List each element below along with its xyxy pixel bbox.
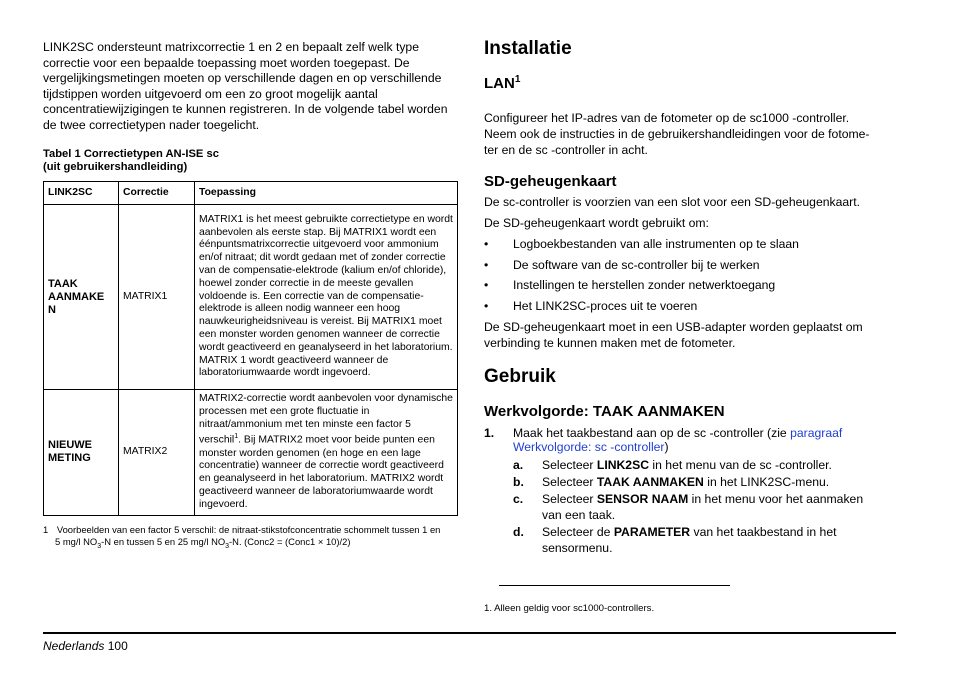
footnote-line2-b: -N en tussen 5 en 25 mg/l NO: [101, 536, 226, 547]
footer-rule: [43, 632, 896, 634]
cell-correctie: MATRIX2: [119, 390, 195, 516]
step-1-text: [513, 426, 893, 454]
right-footnote: 1. Alleen geldig voor sc1000-controllers.: [484, 603, 655, 614]
bullet-text: Het LINK2SC-proces uit te voeren: [513, 299, 698, 313]
substep-text: [542, 525, 836, 556]
sd-text-1: De sc-controller is voorzien van een slot voor een SD-geheugenkaart.: [484, 195, 860, 209]
header-toepassing: Toepassing: [195, 182, 458, 205]
step-1-body: Maak het taakbestand aan op de sc -controller (zie: [513, 426, 791, 440]
footer-language: Nederlands: [43, 639, 105, 653]
sd-text-2: De SD-geheugenkaart wordt gebruikt om:: [484, 216, 709, 230]
heading-installatie: Installatie: [484, 38, 572, 59]
heading-lan: [484, 74, 520, 92]
bullet-icon: •: [484, 237, 489, 251]
table-footnote: [43, 524, 440, 537]
substep-pre: Selecteer: [542, 458, 597, 472]
step-1-link-werkvolgorde[interactable]: Werkvolgorde: sc -controller: [513, 440, 665, 454]
substep-letter: d.: [513, 525, 524, 539]
substep-letter: c.: [513, 492, 524, 506]
toepassing-text-b: . Bij MATRIX2 moet voor beide punten een monster worden genomen (en hoge en een lage concentratie) wanneer de correctie wordt geactiveerd en geanalyseerd in het laboratorium. MATRIX2 wordt geactiveerd wanneer de laboratoriumwaarde wordt ingevoerd.: [199, 434, 444, 510]
substep-text: [542, 475, 829, 491]
heading-gebruik: Gebruik: [484, 366, 556, 387]
substep-pre: Selecteer: [542, 475, 597, 489]
heading-sd-geheugenkaart: SD-geheugenkaart: [484, 173, 617, 190]
step-number: 1.: [484, 426, 495, 440]
cell-correctie: MATRIX1: [119, 205, 195, 390]
substep-letter: b.: [513, 475, 524, 489]
table-caption: [43, 148, 219, 174]
footnote-ref: 1: [234, 433, 239, 441]
list-item: [484, 237, 844, 253]
footnote-sub2: 3: [225, 542, 230, 550]
list-item: [484, 299, 844, 315]
list-item: [484, 278, 844, 294]
substep-post: in het menu voor het aanmaken: [688, 492, 864, 506]
heading-werkvolgorde: Werkvolgorde: TAAK AANMAKEN: [484, 403, 725, 420]
substep-pre: Selecteer de: [542, 525, 614, 539]
lan-line2: Neem ook de instructies in de gebruikershandleidingen voor de fotome-: [484, 126, 870, 141]
footnote-number: 1: [43, 524, 49, 535]
substep-post: in het menu van de sc -controller.: [649, 458, 832, 472]
table-caption-line1: Tabel 1 Correctietypen AN-ISE sc: [43, 148, 219, 160]
footnote-sub1: 3: [97, 542, 102, 550]
cell-toepassing: MATRIX1 is het meest gebruikte correctietype en wordt aanbevolen als eerste stap. Bij MATRIX1 wordt een éénpuntsmatrixcorrectie uitgevoerd voor ammonium en/of nitraat; dit wordt gedaan met of zonder correctie van de compensatie-elektrode (kalium en/of chloride), hoewel zonder correctie in de meeste gevallen voldoende is. Een correctie van de compensatie-elektrode is alleen nodig wanneer een hoog nauwkeurigheidsniveau is vereist. Bij MATRIX1 moet een monster worden genomen wanneer de correctie wordt geactiveerd en geanalyseerd in het laboratorium. MATRIX 1 wordt geactiveerd wanneer de laboratoriumwaarde wordt ingevoerd.: [195, 205, 458, 390]
list-item: [484, 258, 844, 274]
substep-text: [542, 458, 832, 474]
table-row: [44, 390, 458, 516]
table-header-row: [44, 182, 458, 205]
substep-text: [542, 492, 863, 523]
footnote-line2-c: -N. (Conc2 = (Conc1 × 10)/2): [229, 536, 351, 547]
bullet-text: Instellingen te herstellen zonder netwerktoegang: [513, 278, 776, 292]
footnote-line2-a: 5 mg/l NO: [55, 536, 98, 547]
cell-link2sc: NIEUWE METING: [44, 390, 119, 516]
cell-toepassing: [195, 390, 458, 516]
bullet-text: Logboekbestanden van alle instrumenten op te slaan: [513, 237, 799, 251]
step-1-link-paragraaf[interactable]: paragraaf: [790, 426, 843, 440]
substep-post: in het LINK2SC-menu.: [703, 475, 830, 489]
lan-line1: Configureer het IP-adres van de fotometer op de sc1000 -controller.: [484, 111, 850, 125]
bullet-icon: •: [484, 258, 489, 272]
bullet-text: De software van de sc-controller bij te werken: [513, 258, 760, 272]
correction-types-table: [43, 181, 458, 516]
toepassing-text-a: MATRIX2-correctie wordt aanbevolen voor dynamische processen met een grote fluctuatie in nitraat/ammonium met ten minste een factor 5 verschil: [199, 393, 453, 446]
lan-footnote-ref: 1: [514, 74, 521, 85]
cell-link2sc: TAAK AANMAKE N: [44, 205, 119, 390]
substep-line2: sensormenu.: [542, 540, 613, 555]
table-row: [44, 205, 458, 390]
substep-bold: LINK2SC: [596, 458, 650, 472]
substep-pre: Selecteer: [542, 492, 597, 506]
lan-paragraph: [484, 111, 869, 158]
substep-line2: van een taak.: [542, 507, 616, 522]
sd-text-3: De SD-geheugenkaart moet in een USB-adapter worden geplaatst om verbinding te kunnen maken met de fotometer.: [484, 320, 863, 350]
substep-post: van het taakbestand in het: [690, 525, 837, 539]
intro-paragraph: LINK2SC ondersteunt matrixcorrectie 1 en 2 en bepaalt zelf welk type correctie voor een bepaalde toepassing moet worden toegepast. De vergelijkingsmetingen moeten op verschillende dagen en op verschillende tijdstippen worden uitgevoerd om een zo groot mogelijk aantal concentratiewijzigingen te kunnen registreren. In de volgende tabel worden de twee correctietypen nader toegelicht.: [43, 40, 448, 132]
table-footnote-line2: [55, 536, 350, 553]
step-1-close: ): [664, 440, 669, 454]
footer: [43, 639, 128, 653]
substep-letter: a.: [513, 458, 524, 472]
substep-bold: PARAMETER: [613, 525, 691, 539]
footnote-line1: Voorbeelden van een factor 5 verschil: de nitraat-stikstofconcentratie schommelt tussen 1 en: [56, 524, 441, 535]
lan-text: LAN: [484, 75, 515, 92]
header-link2sc: LINK2SC: [44, 182, 119, 205]
bullet-icon: •: [484, 278, 489, 292]
table-caption-line2: (uit gebruikershandleiding): [43, 161, 188, 173]
header-correctie: Correctie: [119, 182, 195, 205]
bullet-icon: •: [484, 299, 489, 313]
footer-page-number: 100: [107, 639, 128, 653]
substep-bold: TAAK AANMAKEN: [596, 475, 704, 489]
lan-line3: ter en de sc -controller in acht.: [484, 142, 648, 157]
footnote-separator: [499, 585, 730, 586]
substep-bold: SENSOR NAAM: [596, 492, 689, 506]
